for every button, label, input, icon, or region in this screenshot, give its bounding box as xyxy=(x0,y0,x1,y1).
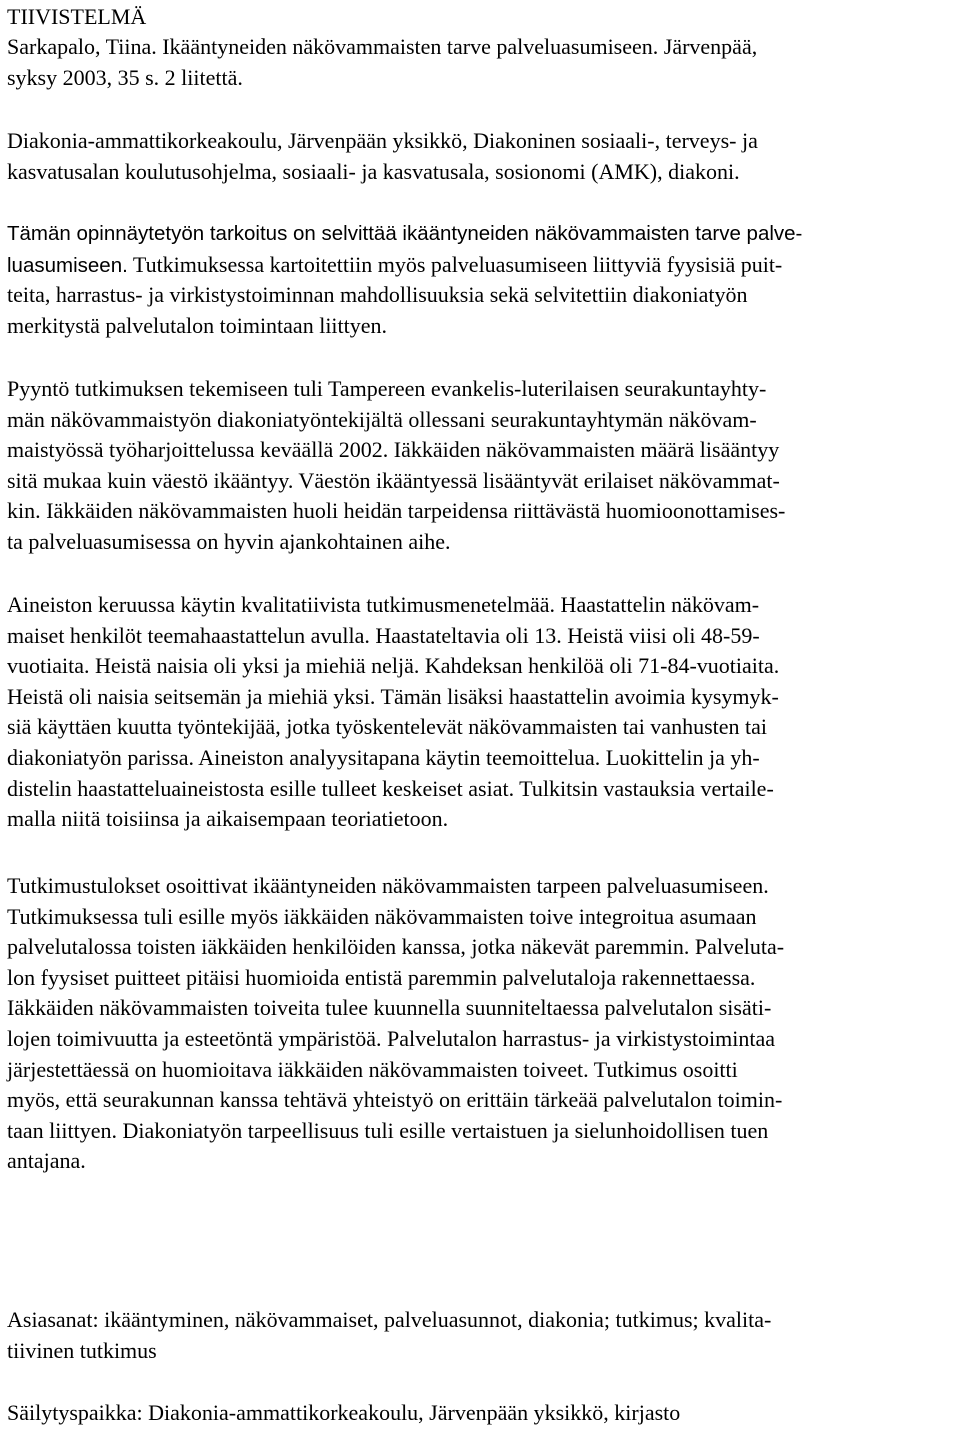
method-line: distelin haastatteluaineistosta esille tulleet keskeiset asiat. Tulkitsin vastauksia vertaile- xyxy=(7,775,774,801)
method-line: vuotiaita. Heistä naisia oli yksi ja miehiä neljä. Kahdeksan henkilöä oli 71-84-vuotiaita. xyxy=(7,653,780,679)
results-line: Tutkimustulokset osoittivat ikääntyneiden näkövammaisten tarpeen palveluasumiseen. xyxy=(7,873,769,898)
purpose-line: Tämän opinnäytetyön tarkoitus on selvittää ikääntyneiden näkövammaisten tarve palve- xyxy=(7,222,803,245)
background-line: ta palveluasumisessa on hyvin ajankohtainen aihe. xyxy=(7,528,451,554)
bibliographic-info xyxy=(7,32,757,93)
bibliographic-line: syksy 2003, 35 s. 2 liitettä. xyxy=(7,64,243,90)
results-line: Iäkkäiden näkövammaisten toiveita tulee kuunnella suunniteltaessa palvelutalon sisäti- xyxy=(7,995,772,1021)
purpose-sans-fragment: luasumiseen. xyxy=(7,253,128,277)
background-line: Pyyntö tutkimuksen tekemiseen tuli Tampereen evankelis-luterilaisen seurakuntayhty- xyxy=(7,376,767,401)
bibliographic-line: Sarkapalo, Tiina. Ikääntyneiden näkövammaisten tarve palveluasumiseen. Järvenpää, xyxy=(7,34,758,59)
method-line: siä käyttäen kuutta työntekijää, jotka työskentelevät näkövammaisten tai vanhusten tai xyxy=(7,714,767,740)
results-line: antajana. xyxy=(7,1148,86,1174)
purpose-paragraph xyxy=(7,219,802,341)
method-line: malla niitä toisiinsa ja aikaisempaan teoriatietoon. xyxy=(7,806,449,832)
purpose-serif-fragment: Tutkimuksessa kartoitettiin myös palveluasumiseen liittyviä fyysisiä puit- xyxy=(127,251,783,277)
institution-line: Diakonia-ammattikorkeakoulu, Järvenpään yksikkö, Diakoninen sosiaali-, terveys- ja xyxy=(7,128,758,153)
background-line: sitä mukaa kuin väestö ikääntyy. Väestön ikääntyessä lisääntyvät erilaiset näkövammat- xyxy=(7,467,780,493)
results-line: järjestettäessä on huomioitava iäkkäiden näkövammaisten toiveet. Tutkimus osoitti xyxy=(7,1056,738,1082)
keywords-line: tiivinen tutkimus xyxy=(7,1337,157,1363)
document-heading: TIIVISTELMÄ xyxy=(7,4,147,29)
method-line: Heistä oli naisia seitsemän ja miehiä yksi. Tämän lisäksi haastattelin avoimia kysymyk- xyxy=(7,683,779,709)
background-line: kin. Iäkkäiden näkövammaisten huoli heidän tarpeidensa riittävästä huomioonottamises- xyxy=(7,498,786,524)
storage-line: Säilytyspaikka: Diakonia-ammattikorkeakoulu, Järvenpään yksikkö, kirjasto xyxy=(7,1400,681,1425)
institution-info xyxy=(7,126,758,187)
background-paragraph xyxy=(7,374,785,558)
purpose-line-mixed xyxy=(7,250,802,281)
storage-location xyxy=(7,1398,680,1429)
purpose-line: merkitystä palvelutalon toimintaan liittyen. xyxy=(7,312,388,338)
background-line: maistyössä työharjoittelussa keväällä 2002. Iäkkäiden näkövammaisten määrä lisääntyy xyxy=(7,437,780,463)
institution-line: kasvatusalan koulutusohjelma, sosiaali- ja kasvatusala, sosionomi (AMK), diakoni. xyxy=(7,158,740,184)
results-paragraph xyxy=(7,871,784,1177)
purpose-line: teita, harrastus- ja virkistystoiminnan mahdollisuuksia sekä selvitettiin diakoniatyön xyxy=(7,282,748,308)
results-line: taan liittyen. Diakoniatyön tarpeellisuus tuli esille vertaistuen ja sielunhoidollisen tuen xyxy=(7,1117,769,1143)
method-line: maiset henkilöt teemahaastattelun avulla. Haastateltavia oli 13. Heistä viisi oli 48-59- xyxy=(7,622,760,648)
results-line: Tutkimuksessa tuli esille myös iäkkäiden näkövammaisten toive integroitua asumaan xyxy=(7,903,757,929)
results-line: palvelutalossa toisten iäkkäiden henkilöiden kanssa, jotka näkevät paremmin. Palveluta- xyxy=(7,934,785,960)
results-line: lon fyysiset puitteet pitäisi huomioida entistä paremmin palvelutaloja rakennettaessa. xyxy=(7,964,756,990)
method-line: diakoniatyön parissa. Aineiston analyysitapana käytin teemoittelua. Luokittelin ja yh- xyxy=(7,744,760,770)
keywords-line: Asiasanat: ikääntyminen, näkövammaiset, palveluasunnot, diakonia; tutkimus; kvalita- xyxy=(7,1307,772,1332)
results-line: myös, että seurakunnan kanssa tehtävä yhteistyö on erittäin tärkeää palvelutalon toimin- xyxy=(7,1087,783,1113)
results-line: lojen toimivuutta ja esteetöntä ympäristöä. Palvelutalon harrastus- ja virkistystoimintaa xyxy=(7,1025,775,1051)
keywords xyxy=(7,1305,771,1366)
background-line: män näkövammaistyön diakoniatyöntekijältä ollessani seurakuntayhtymän näkövam- xyxy=(7,406,757,432)
method-line: Aineiston keruussa käytin kvalitatiivista tutkimusmenetelmää. Haastattelin näkövam- xyxy=(7,592,760,617)
method-paragraph xyxy=(7,590,779,835)
